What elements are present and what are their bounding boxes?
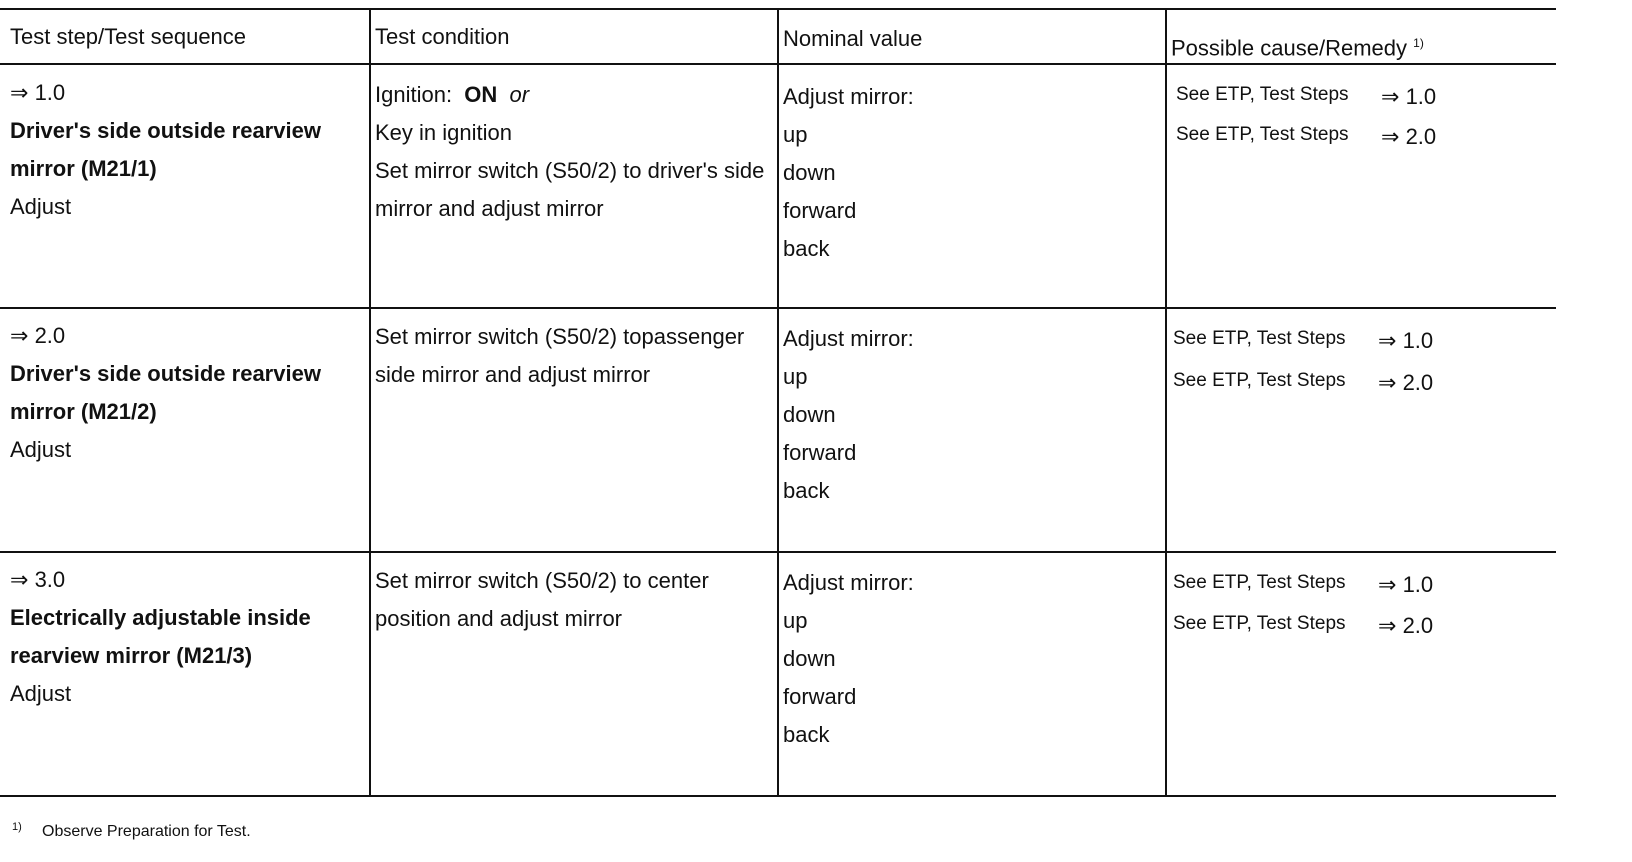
arrow-icon: ⇒ — [1381, 84, 1400, 109]
row1-step-number: ⇒ 1.0 — [10, 80, 66, 105]
row1-remedy-2: See ETP, Test Steps ⇒ 2.0 — [1176, 124, 1437, 149]
row1-nominal-cell — [783, 78, 914, 268]
arrow-icon: ⇒ — [1378, 572, 1397, 597]
row1-nominal-0: Adjust mirror: — [783, 84, 914, 109]
row2-nominal-3: forward — [783, 440, 857, 465]
row3-step-cell — [10, 561, 311, 713]
row1-nominal-2: down — [783, 160, 836, 185]
row2-nominal-2: down — [783, 402, 836, 427]
arrow-icon: ⇒ — [1378, 370, 1397, 395]
row3-condition-cell — [375, 562, 709, 638]
row3-remedy-1-step: ⇒ 1.0 — [1378, 572, 1434, 597]
row2-nominal-cell — [783, 320, 914, 510]
row2-step-cell — [10, 317, 321, 469]
row2-nominal-0: Adjust mirror: — [783, 326, 914, 351]
row1-nominal-3: forward — [783, 198, 857, 223]
row3-nominal-2: down — [783, 646, 836, 671]
row3-cond-line1: Set mirror switch (S50/2) to center — [375, 568, 709, 593]
header-step: Test step/Test sequence — [10, 24, 247, 49]
row3-step-number: ⇒ 3.0 — [10, 567, 66, 592]
row1-remedy-2-step: ⇒ 2.0 — [1381, 124, 1437, 149]
row3-action: Adjust — [10, 681, 72, 706]
arrow-icon: ⇒ — [10, 80, 29, 105]
row3-nominal-1: up — [783, 608, 808, 633]
row2-title-line2: mirror (M21/2) — [10, 399, 157, 424]
arrow-icon: ⇒ — [1378, 613, 1397, 638]
row2-title-line1: Driver's side outside rearview — [10, 361, 321, 386]
row1-action: Adjust — [10, 194, 72, 219]
row3-nominal-3: forward — [783, 684, 857, 709]
row2-cond-line1: Set mirror switch (S50/2) topassenger — [375, 324, 745, 349]
row1-cond-line2: Key in ignition — [375, 120, 512, 145]
row2-remedy-1: See ETP, Test Steps ⇒ 1.0 — [1173, 328, 1434, 353]
row2-step-number: ⇒ 2.0 — [10, 323, 66, 348]
arrow-icon: ⇒ — [1381, 124, 1400, 149]
arrow-icon: ⇒ — [10, 323, 29, 348]
row1-remedy-1: See ETP, Test Steps ⇒ 1.0 — [1176, 84, 1437, 109]
header-remedy-label: Possible cause/Remedy — [1171, 35, 1408, 61]
row1-condition-cell — [375, 76, 764, 228]
row1-cond-line4: mirror and adjust mirror — [375, 196, 604, 221]
row2-condition-cell — [375, 318, 744, 394]
row2-remedy-1-step: ⇒ 1.0 — [1378, 328, 1434, 353]
row3-remedy-2-step: ⇒ 2.0 — [1378, 613, 1434, 638]
row3-nominal-4: back — [783, 722, 830, 747]
row3-title-line1: Electrically adjustable inside — [10, 605, 311, 630]
row3-nominal-0: Adjust mirror: — [783, 570, 914, 595]
arrow-icon: ⇒ — [1378, 328, 1397, 353]
row3-remedy-1: See ETP, Test Steps ⇒ 1.0 — [1173, 572, 1434, 597]
header-remedy-footnote-mark: 1) — [1413, 36, 1424, 50]
row2-cond-line2: side mirror and adjust mirror — [375, 362, 651, 387]
header-condition: Test condition — [375, 24, 510, 49]
row1-title-line2: mirror (M21/1) — [10, 156, 157, 181]
row1-remedy-1-step: ⇒ 1.0 — [1381, 84, 1437, 109]
row1-title-line1: Driver's side outside rearview — [10, 118, 321, 143]
arrow-icon: ⇒ — [10, 567, 29, 592]
footnote-text: Observe Preparation for Test. — [42, 823, 251, 840]
row1-step-cell — [10, 74, 321, 226]
col-divider-2 — [777, 8, 779, 797]
row1-nominal-4: back — [783, 236, 830, 261]
row2-action: Adjust — [10, 437, 72, 462]
header-nominal: Nominal value — [783, 26, 923, 51]
col-divider-3 — [1165, 8, 1167, 797]
row2-nominal-4: back — [783, 478, 830, 503]
header-remedy — [1171, 24, 1424, 67]
col-divider-1 — [369, 8, 371, 797]
row2-remedy-2-step: ⇒ 2.0 — [1378, 370, 1434, 395]
row3-title-line2: rearview mirror (M21/3) — [10, 643, 253, 668]
row3-remedy-2: See ETP, Test Steps ⇒ 2.0 — [1173, 613, 1434, 638]
row3-cond-line2: position and adjust mirror — [375, 606, 623, 631]
row2-nominal-1: up — [783, 364, 808, 389]
row1-cond-line3: Set mirror switch (S50/2) to driver's side — [375, 158, 765, 183]
row1-nominal-1: up — [783, 122, 808, 147]
row3-nominal-cell — [783, 564, 914, 754]
row2-remedy-2: See ETP, Test Steps ⇒ 2.0 — [1173, 370, 1434, 395]
row1-cond-ignition: Ignition: ON or — [375, 82, 530, 107]
footnote-mark: 1) — [12, 821, 22, 833]
